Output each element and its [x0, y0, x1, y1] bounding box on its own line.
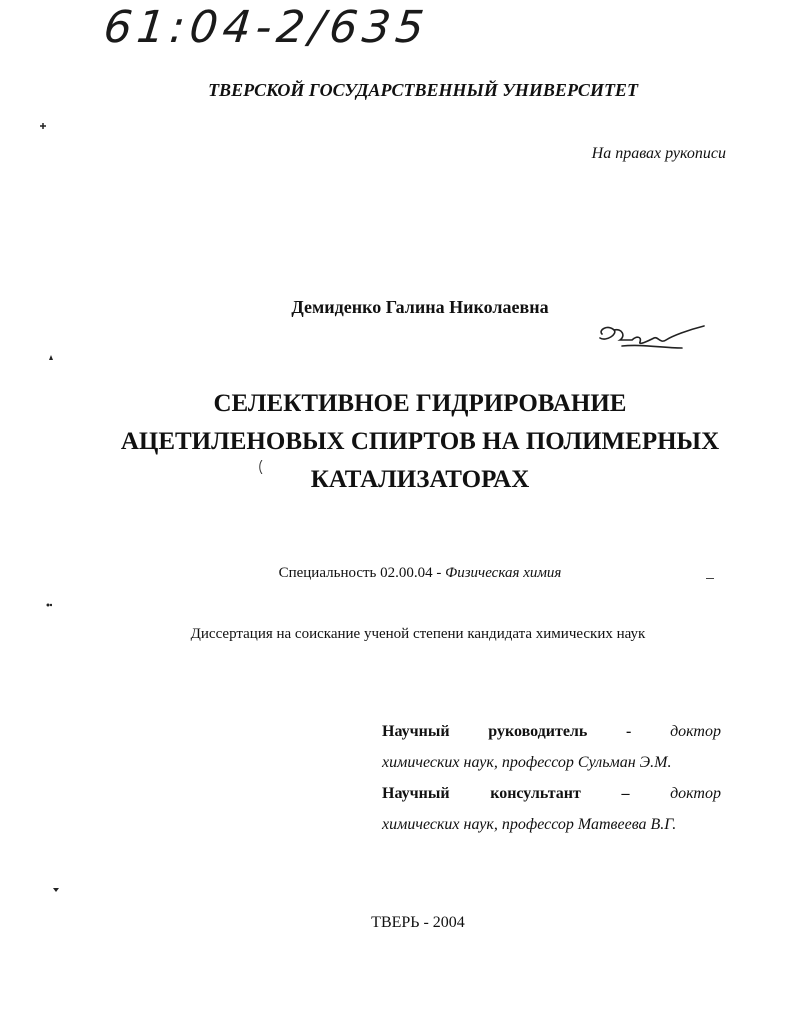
handwritten-archive-code: 61:04-2/635	[101, 2, 432, 53]
scan-speck-icon	[48, 355, 54, 361]
consultant-role-line	[382, 778, 721, 809]
advisors-block	[382, 716, 721, 840]
degree-statement: Диссертация на соискание ученой степени кандидата химических наук	[190, 626, 646, 642]
consultant-role-word2: консультант	[490, 785, 581, 802]
university-name: ТВЕРСКОЙ ГОСУДАРСТВЕННЫЙ УНИВЕРСИТЕТ	[208, 80, 638, 100]
specialty-code: Специальность 02.00.04 -	[278, 565, 442, 581]
title-line: АЦЕТИЛЕНОВЫХ СПИРТОВ НА ПОЛИМЕРНЫХ	[120, 428, 720, 455]
supervisor-dash: -	[626, 723, 632, 740]
consultant-title: доктор	[670, 785, 721, 802]
supervisor-role-word2: руководитель	[488, 723, 588, 740]
manuscript-rights-note: На правах рукописи	[591, 145, 726, 162]
specialty-field: Физическая химия	[445, 565, 562, 581]
consultant-role-word1: Научный	[382, 785, 450, 802]
dissertation-title	[0, 385, 796, 499]
scan-speck-icon	[46, 602, 52, 608]
scan-speck-icon	[706, 577, 714, 580]
scan-speck-icon	[40, 123, 46, 129]
supervisor-title: доктор	[670, 723, 721, 740]
scan-speck-icon	[53, 886, 59, 892]
supervisor-role-word1: Научный	[382, 723, 450, 740]
title-line: СЕЛЕКТИВНОЕ ГИДРИРОВАНИЕ	[213, 390, 627, 417]
supervisor-details: химических наук, профессор Сульман Э.М.	[382, 754, 672, 771]
author-name: Демиденко Галина Николаевна	[291, 297, 549, 317]
title-line: КАТАЛИЗАТОРАХ	[310, 466, 530, 493]
specialty-line	[0, 565, 796, 582]
scan-speck-icon	[259, 460, 263, 474]
supervisor-role-line	[382, 716, 721, 747]
consultant-dash: –	[621, 785, 630, 802]
consultant-details: химических наук, профессор Матвеева В.Г.	[382, 816, 677, 833]
author-signature-icon	[592, 318, 712, 354]
city-year: ТВЕРЬ - 2004	[371, 914, 465, 931]
